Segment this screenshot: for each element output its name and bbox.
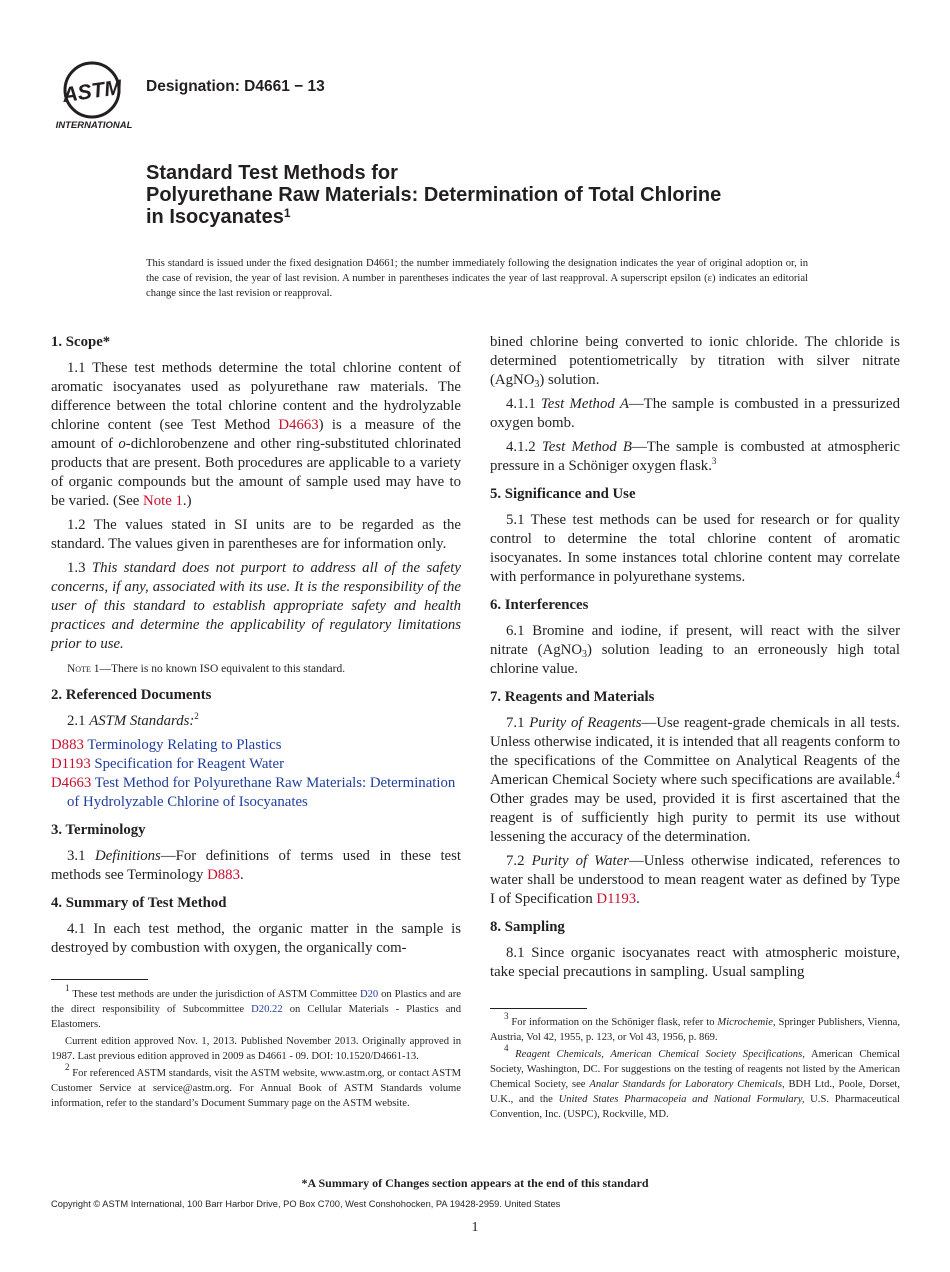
page-number: 1 (471, 1220, 479, 1235)
para-5-1: 5.1 These test methods can be used for research or for quality control to determine the total chlorine content of aromatic isocyanates. In some instances total chlorine content may correlate with performance in polyurethane systems. (490, 512, 900, 585)
designation: Designation: D4661 − 13 (146, 78, 325, 95)
footnote-4: $^4$ Reagent Chemicals, American Chemical Society Specifications, American Chemical Society, Washington, DC. For suggestions on the testing of reagents not listed by the American Chemical Society, see Analar Standards for Laboratory Chemicals, BDH Ltd., Poole, Dorset, U.K., and the United States Pharmacopeia and National Formulary, U.S. Pharmaceutical Convention, Inc. (USPC), Rockville, MD. (490, 1043, 901, 1120)
title-line-2: Polyurethane Raw Materials: Determination of Total Chlorine (146, 184, 722, 206)
title-line-3: in Isocyanates (146, 206, 284, 228)
link-d883[interactable]: D883 (207, 867, 240, 883)
para-8-1: 8.1 Since organic isocyanates react with atmospheric moisture, take special precautions in sampling. Usual sampling (490, 945, 900, 980)
link-note-1[interactable]: Note 1 (143, 493, 183, 509)
para-4-1-2: 4.1.2 Test Method B—The sample is combusted at atmospheric pressure in a Schöniger oxygen flask.$^3$ (490, 439, 901, 474)
logo-international: INTERNATIONAL (55, 120, 133, 131)
footnotes-right (490, 1011, 901, 1124)
section-7-heading: 7. Reagents and Materials (490, 689, 655, 705)
footnote-1-edition: Current edition approved Nov. 1, 2013. Published November 2013. Originally approved in 1987. Last previous edition approved in 2009 as D4661 - 09. DOI: 10.1520/D4661-13. (51, 1036, 461, 1062)
section-1-heading: 1. Scope* (51, 334, 111, 350)
summary-of-changes-notice: *A Summary of Changes section appears at the end of this standard (301, 1176, 649, 1190)
section-8-heading: 8. Sampling (490, 919, 565, 935)
para-4-1-cont: bined chlorine being converted to ionic chloride. The chloride is determined potentiometrically by titration with silver nitrate (AgNO$_3$) solution. (490, 334, 900, 390)
footnote-rule-left (51, 979, 148, 980)
para-4-1: 4.1 In each test method, the organic matter in the sample is destroyed by combustion with oxygen, the organically com- (51, 921, 461, 956)
para-4-1-1: 4.1.1 Test Method A—The sample is combusted in a pressurized oxygen bomb. (490, 396, 900, 431)
issuance-note: This standard is issued under the fixed designation D4661; the number immediately following the designation indicates the year of original adoption or, in the case of revision, the year of last revision. A number in parentheses indicates the year of last reapproval. A superscript epsilon (ε) indicates an editorial change since the last revision or reapproval. (146, 258, 808, 299)
ref-d1193[interactable]: D1193 Specification for Reagent Water (51, 756, 285, 772)
footnotes-left (51, 983, 462, 1113)
footnote-2: $^2$ For referenced ASTM standards, visit the ASTM website, www.astm.org, or contact ASTM Customer Service at service@astm.org. For Annual Book of ASTM Standards volume information, refer to the standard’s Document Summary page on the ASTM website. (51, 1062, 461, 1109)
para-3-1: 3.1 Definitions—For definitions of terms used in these test methods see Terminology D883. (51, 848, 461, 883)
para-1-3: 1.3 This standard does not purport to address all of the safety concerns, if any, associated with its use. It is the responsibility of the user of this standard to establish appropriate safety and health practices and determine the applicability of regulatory limitations prior to use. (51, 560, 461, 652)
link-d20[interactable]: D20 (359, 989, 379, 1000)
ref-d883[interactable]: D883 Terminology Relating to Plastics (51, 737, 282, 753)
para-2-1: 2.1 ASTM Standards:$^2$ (67, 711, 199, 729)
para-7-2: 7.2 Purity of Water—Unless otherwise indicated, references to water shall be understood to mean reagent water as defined by Type I of Specification D1193. (490, 853, 900, 907)
section-6-heading: 6. Interferences (490, 597, 589, 613)
title-footnote-mark: 1 (283, 206, 291, 220)
right-column (490, 333, 900, 987)
para-7-1: 7.1 Purity of Reagents—Use reagent-grade chemicals in all tests. Unless otherwise indicated, it is intended that all reagents conform to the specifications of the Committee on Analytical Reagents of the American Chemical Society where such specifications are available.$^4$ Other grades may be used, provided it is first ascertained that the reagent is of sufficiently high purity to permit its use without lessening the accuracy of the determination. (490, 715, 900, 845)
link-d1193[interactable]: D1193 (596, 891, 637, 907)
ref-d4663[interactable]: D4663 Test Method for Polyurethane Raw Materials: Determination of Hydrolyzable Chlorine of Isocyanates (51, 775, 456, 810)
title-line-1: Standard Test Methods for (146, 162, 398, 184)
footnote-rule-right (490, 1008, 587, 1009)
para-1-2: 1.2 The values stated in SI units are to be regarded as the standard. The values given in parentheses are for information only. (51, 517, 461, 552)
section-2-heading: 2. Referenced Documents (51, 687, 212, 703)
astm-logo (54, 60, 134, 132)
left-column (51, 333, 461, 963)
document-title (146, 162, 866, 228)
footnote-3: $^3$ For information on the Schöniger flask, refer to Microchemie, Springer Publishers, Vienna, Austria, Vol 42, 1955, p. 123, or Vol 43, 1956, p. 869. (490, 1011, 900, 1043)
footnote-1: $^1$ These test methods are under the jurisdiction of ASTM Committee D20 on Plastics and are the direct responsibility of Subcommittee D20.22 on Cellular Materials - Plastics and Elastomers. (51, 983, 462, 1030)
link-d20-22[interactable]: D20.22 (251, 1004, 283, 1015)
section-5-heading: 5. Significance and Use (490, 486, 636, 502)
section-3-heading: 3. Terminology (51, 822, 146, 838)
para-6-1: 6.1 Bromine and iodine, if present, will react with the silver nitrate (AgNO$_3$) solution leading to an erroneously high total chlorine value. (490, 623, 900, 677)
section-4-heading: 4. Summary of Test Method (51, 895, 227, 911)
para-1-1: 1.1 These test methods determine the total chlorine content of aromatic isocyanates used as polyurethane raw materials. The difference between the total chlorine content and the hydrolyzable chlorine content (see Test Method D4663) is a measure of the amount of o-dichlorobenzene and other ring-substituted chlorinated products that are present. Both procedures are applicable to a variety of organic compounds but the amount of sample used may have to be varied. (See Note 1.) (51, 360, 462, 509)
note-1: Note 1—There is no known ISO equivalent to this standard. (67, 663, 346, 675)
logo-wordmark: ASTM (61, 75, 124, 108)
link-d4663[interactable]: D4663 (278, 417, 319, 433)
copyright: Copyright © ASTM International, 100 Barr Harbor Drive, PO Box C700, West Conshohocken, PA 19428-2959. United States (51, 1199, 561, 1209)
